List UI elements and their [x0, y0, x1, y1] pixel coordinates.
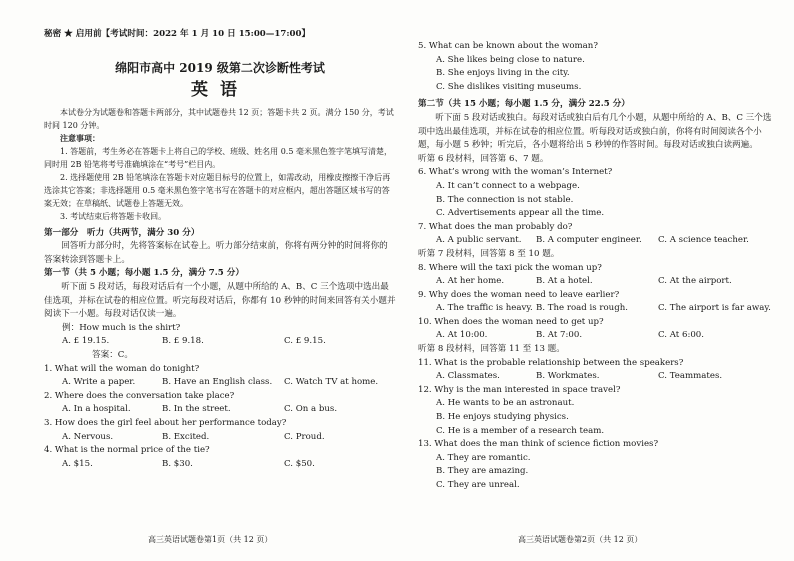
question-10: 10. When does the woman need to get up?: [418, 316, 604, 327]
option-a: A. At her home.: [436, 276, 505, 287]
option-b: B. In the street.: [162, 404, 231, 415]
option-c: C. Proud.: [284, 431, 325, 442]
question-1: 1. What will the woman do tonight?: [44, 363, 200, 374]
question-8-options: [436, 275, 774, 289]
note-1: 1. 答题前，考生务必在答题卡上将自己的学校、班级、姓名用 0.5 毫米黑色签字笔填写清楚，同时用 2B 铅笔将考号准确填涂在“考号”栏目内。: [44, 146, 392, 169]
question-6: 6. What’s wrong with the woman’s Internet?: [418, 167, 613, 178]
question-8: 8. Where will the taxi pick the woman up?: [418, 262, 602, 273]
option-a: A. Classmates.: [436, 371, 500, 382]
option-c: C. They are unreal.: [436, 480, 520, 490]
question-5: 5. What can be known about the woman?: [418, 41, 598, 51]
option-a: A. $15.: [62, 458, 93, 469]
question-4-options: [62, 458, 396, 472]
group-8-instruction: 听第 8 段材料，回答第 11 至 13 题。: [418, 344, 565, 355]
secret-line: 秘密 ★ 启用前【考试时间：2022 年 1 月 10 日 15:00—17:00】: [44, 29, 311, 39]
question-13: 13. What does the man think of science fiction movies?: [418, 439, 659, 450]
option-b: B. He enjoys studying physics.: [436, 412, 569, 423]
option-a: A. She likes being close to nature.: [436, 54, 585, 65]
question-12: 12. Why is the man interested in space travel?: [418, 384, 621, 395]
question-7-options: [436, 234, 774, 248]
option-c: C. Watch TV at home.: [284, 377, 379, 388]
part1-intro: 回答听力部分时，先将答案标在试卷上。听力部分结束前，你将有两分钟的时间将你的答案转涂到答题卡上。: [44, 241, 388, 265]
question-9-options: [436, 302, 774, 316]
page-footer-2: 高三英语试题卷第2页（共 12 页）: [518, 535, 643, 544]
note-2: 2. 选择题使用 2B 铅笔填涂在答题卡对应题目标号的位置上，如需改动，用橡皮擦擦干净后再选涂其它答案；非选择题用 0.5 毫米黑色签字笔书写在答题卡的对应框内，超出答题区域书写的答案无效；在草稿纸、试题卷上答题无效。: [44, 172, 391, 208]
question-4: 4. What is the normal price of the tie?: [44, 445, 210, 456]
option-a: A. The traffic is heavy.: [436, 303, 533, 314]
section1-heading: 第一节（共 5 小题；每小题 1.5 分，满分 7.5 分）: [44, 268, 244, 279]
option-c: C. A science teacher.: [658, 235, 749, 246]
question-11: 11. What is the probable relationship between the speakers?: [418, 357, 684, 368]
option-b: B. At 7:00.: [536, 330, 583, 341]
option-c: C. At the airport.: [658, 276, 732, 287]
exam-title: 绵阳市高中 2019 级第二次诊断性考试: [115, 60, 325, 75]
option-b: B. Excited.: [162, 431, 210, 442]
example-question: 例：How much is the shirt?: [62, 322, 181, 333]
notice-heading: 注意事项：: [60, 132, 100, 143]
page-one: [44, 28, 396, 471]
option-c: C. On a bus.: [284, 404, 338, 415]
option-a: A. In a hospital.: [62, 404, 131, 415]
question-1-options: [62, 376, 396, 390]
section2-heading: 第二节（共 15 小题；每小题 1.5 分，满分 22.5 分）: [418, 99, 630, 110]
question-3-options: [62, 431, 396, 445]
question-2-options: [62, 403, 396, 417]
page-footer-1: 高三英语试题卷第1页（共 12 页）: [148, 535, 273, 544]
question-9: 9. Why does the woman need to leave earlier?: [418, 289, 620, 300]
option-c: C. At 6:00.: [658, 330, 705, 341]
option-b: B. The connection is not stable.: [436, 194, 574, 205]
group-7-instruction: 听第 7 段材料，回答第 8 至 10 题。: [418, 248, 560, 259]
option-a: A. Nervous.: [62, 431, 114, 442]
option-a: A. It can’t connect to a webpage.: [436, 180, 580, 191]
question-11-options: [436, 370, 774, 384]
option-c: C. He is a member of a research team.: [436, 425, 605, 436]
example-option-c: C. £ 9.15.: [284, 336, 326, 347]
part1-heading: 第一部分 听力（共两节，满分 30 分）: [44, 227, 200, 238]
question-2: 2. Where does the conversation take place?: [44, 390, 235, 401]
subject-title: 英语: [191, 79, 249, 100]
example-option-b: B. £ 9.18.: [162, 336, 204, 347]
option-c: C. She dislikes visiting museums.: [436, 81, 582, 92]
option-c: C. The airport is far away.: [658, 303, 771, 314]
option-b: B. $30.: [162, 458, 193, 469]
example-options: [62, 335, 396, 349]
option-b: B. The road is rough.: [536, 303, 628, 314]
example-answer: 答案：C。: [92, 349, 133, 360]
question-7: 7. What does the man probably do?: [418, 221, 573, 232]
option-c: C. Teammates.: [658, 371, 723, 382]
option-a: A. Write a paper.: [62, 377, 136, 388]
intro-text: 本试卷分为试题卷和答题卡两部分，其中试题卷共 12 页；答题卡共 2 页。满分 150 分，考试时间 120 分钟。: [44, 107, 394, 130]
option-b: B. They are amazing.: [436, 466, 529, 477]
option-c: C. $50.: [284, 458, 315, 469]
section2-intro: 听下面 5 段对话或独白。每段对话或独白后有几个小题，从题中所给的 A、B、C 三个选项中选出最佳选项，并标在试卷的相应位置。听每段对话或独白前，你将有时间阅读各个小题，每小题 5 秒钟；听完后，各小题将给出 5 秒钟的作答时间。每段对话或独白读两遍。: [418, 112, 772, 151]
option-a: A. They are romantic.: [436, 452, 531, 463]
group-6-instruction: 听第 6 段材料，回答第 6、7 题。: [418, 153, 549, 164]
option-a: A. A public servant.: [436, 235, 522, 246]
question-3: 3. How does the girl feel about her performance today?: [44, 417, 287, 428]
option-b: B. She enjoys living in the city.: [436, 68, 570, 79]
option-c: C. Advertisements appear all the time.: [436, 208, 605, 219]
option-b: B. A computer engineer.: [536, 235, 642, 246]
option-a: A. He wants to be an astronaut.: [436, 398, 575, 409]
note-3: 3. 考试结束后将答题卡收回。: [60, 211, 167, 221]
example-option-a: A. £ 19.15.: [62, 336, 110, 347]
section1-intro: 听下面 5 段对话，每段对话后有一个小题，从题中所给的 A、B、C 三个选项中选出最佳选项，并标在试卷的相应位置。听完每段对话后，你都有 10 秒钟的时间来回答有关小题并阅读下一小题。每段对话仅读一遍。: [44, 281, 396, 320]
option-b: B. Have an English class.: [162, 377, 273, 388]
question-10-options: [436, 329, 774, 343]
option-a: A. At 10:00.: [436, 330, 488, 341]
option-b: B. Workmates.: [536, 371, 600, 382]
option-b: B. At a hotel.: [536, 276, 593, 287]
page-two: [418, 40, 774, 493]
